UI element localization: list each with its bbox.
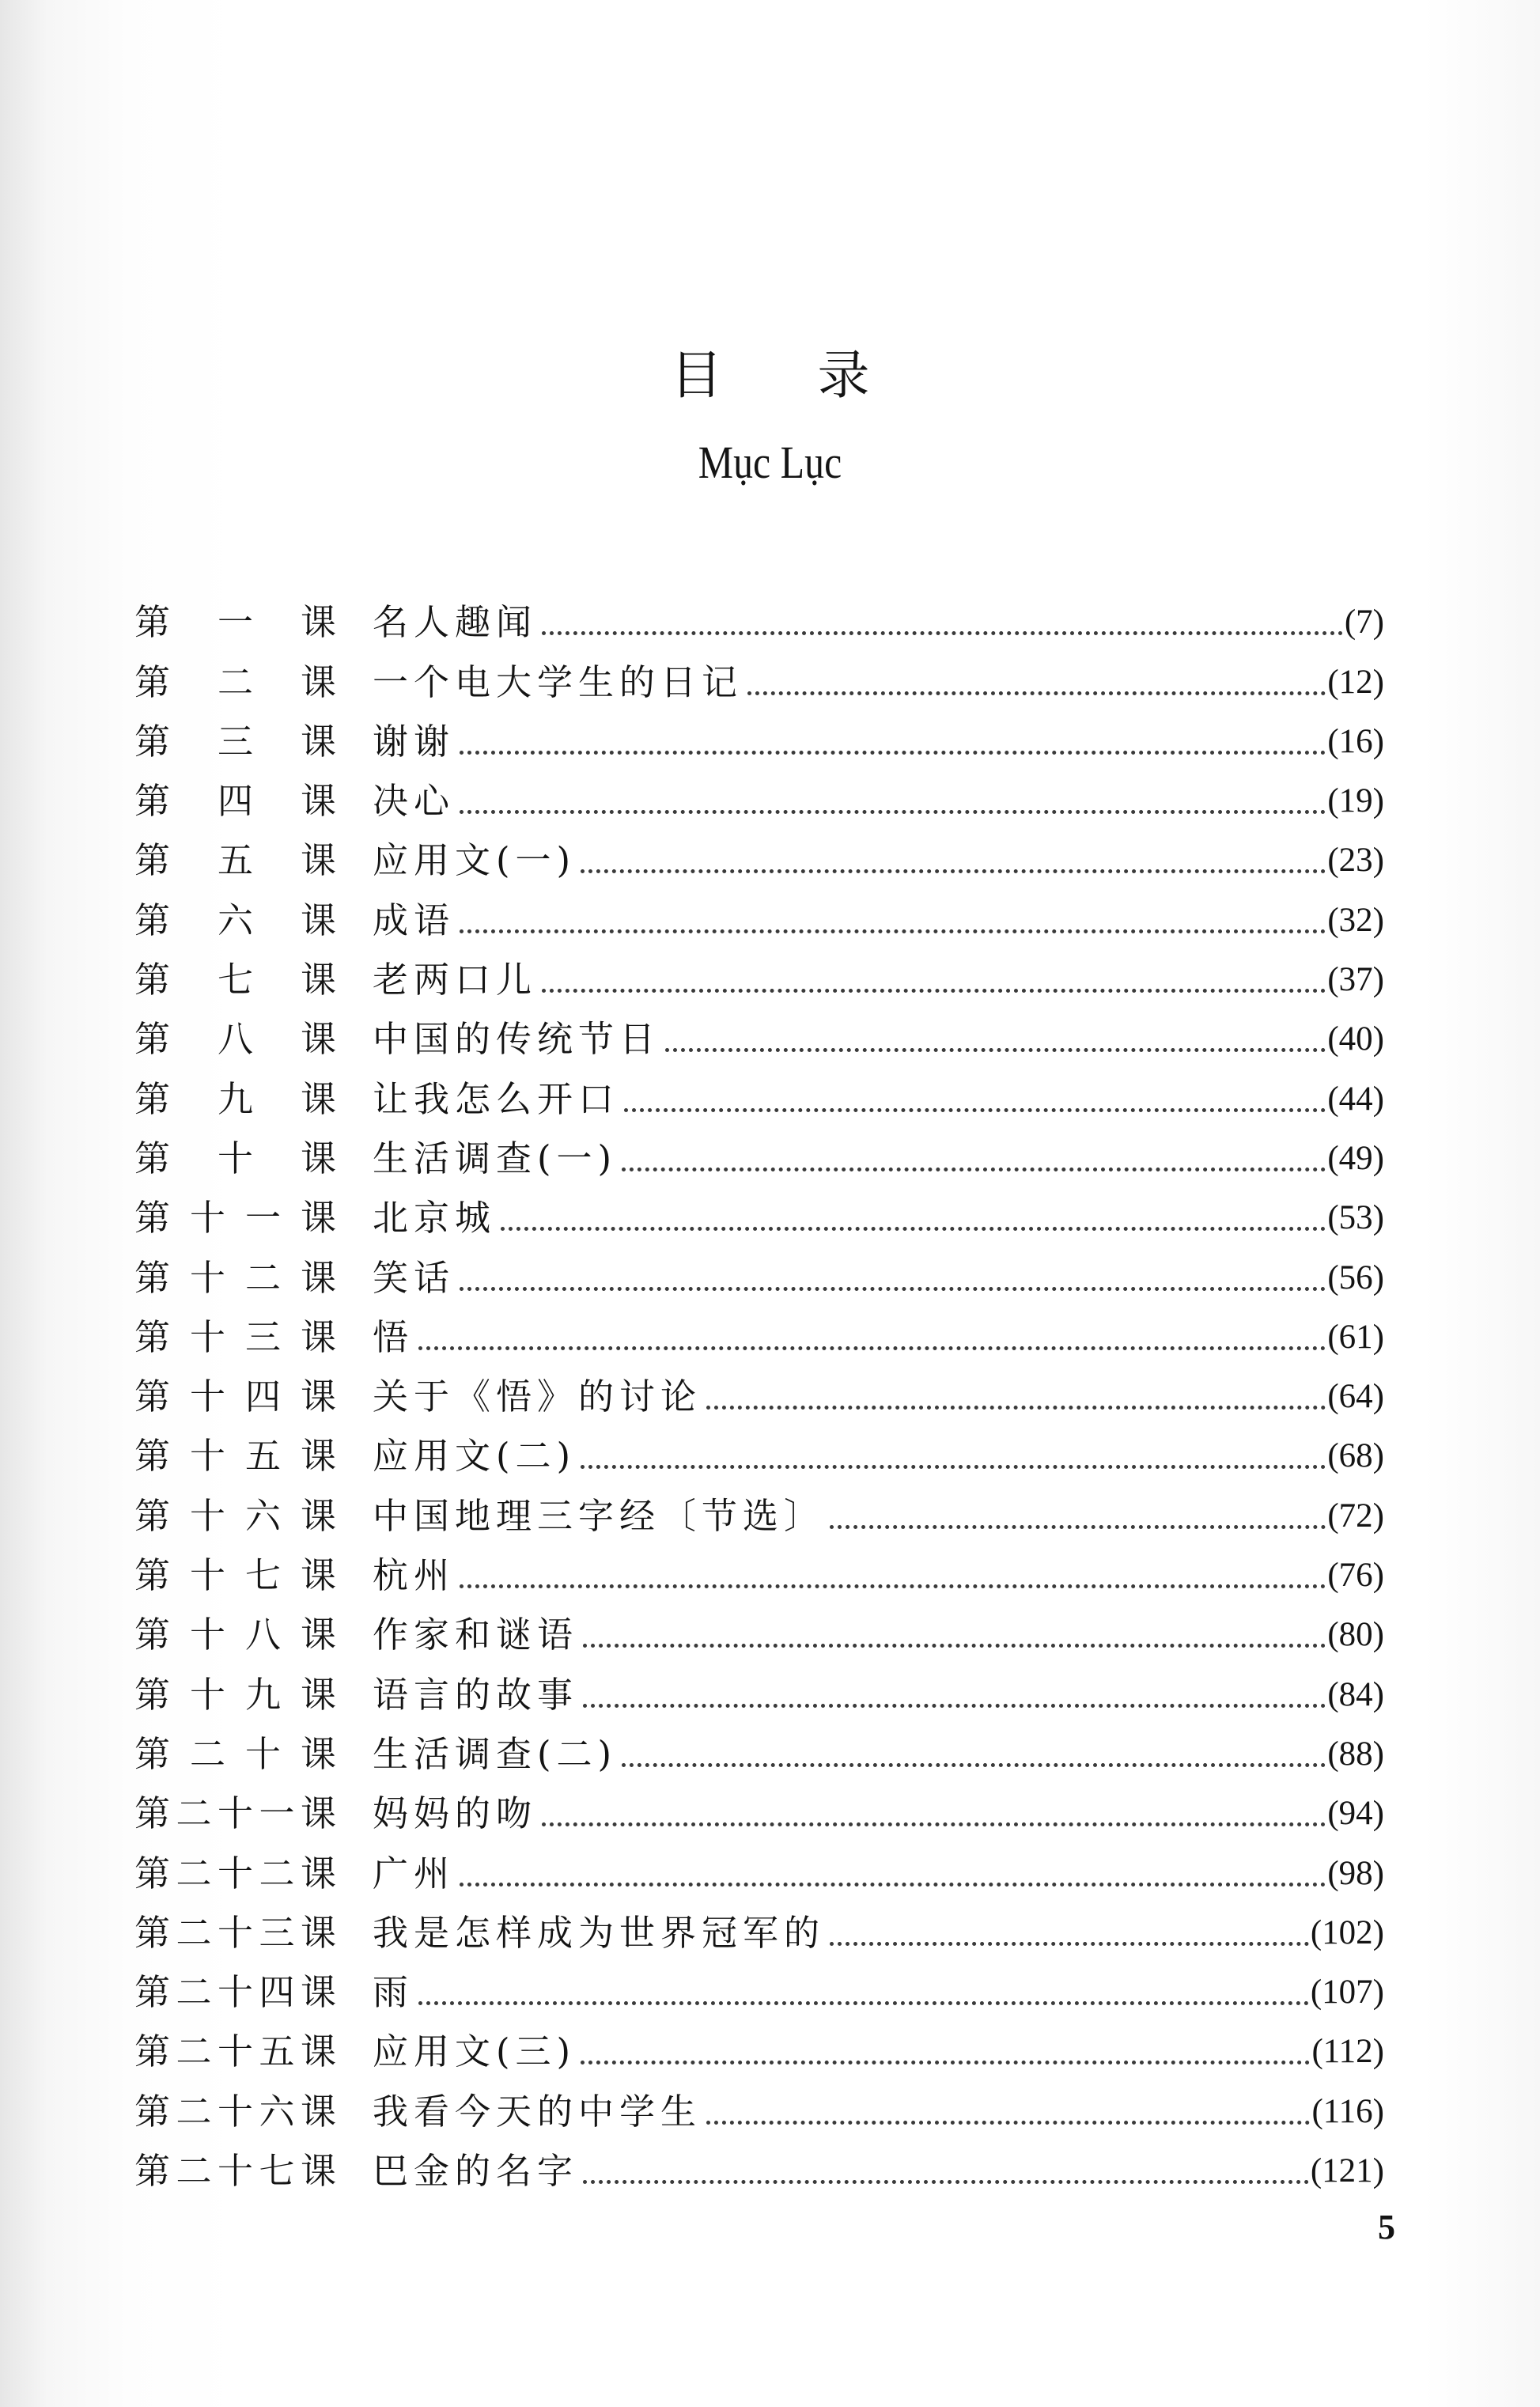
dot-leader xyxy=(581,1465,1326,1469)
dot-leader xyxy=(460,929,1326,933)
lesson-page-ref: (16) xyxy=(1327,722,1384,760)
dot-leader xyxy=(418,2001,1309,2005)
dot-leader xyxy=(706,1406,1326,1410)
lesson-number: 第 八 课 xyxy=(134,1018,336,1061)
lesson-title: 生活调查(二) xyxy=(373,1732,618,1775)
dot-leader xyxy=(747,691,1326,695)
lesson-number: 第 十 四 课 xyxy=(134,1376,336,1418)
lesson-title: 关于《悟》的讨论 xyxy=(373,1376,702,1418)
lesson-title: 中国的传统节日 xyxy=(373,1018,661,1061)
lesson-page-ref: (64) xyxy=(1327,1378,1384,1416)
dot-leader xyxy=(460,1287,1326,1291)
lesson-page-ref: (7) xyxy=(1344,604,1384,641)
toc-entry xyxy=(134,1360,1384,1419)
toc-title-chinese: 目录 xyxy=(670,345,965,406)
lesson-number: 第 二 十 四 课 xyxy=(134,1971,336,2014)
lesson-page-ref: (76) xyxy=(1327,1557,1384,1595)
dot-leader xyxy=(830,1942,1309,1946)
page-number: 5 xyxy=(1378,2208,1395,2246)
lesson-page-ref: (53) xyxy=(1327,1199,1384,1237)
lesson-title: 语言的故事 xyxy=(373,1673,579,1716)
lesson-number: 第 二 十 三 课 xyxy=(134,1911,336,1954)
lesson-title: 悟 xyxy=(373,1315,414,1358)
lesson-page-ref: (80) xyxy=(1327,1616,1384,1654)
lesson-title: 让我怎么开口 xyxy=(373,1077,620,1120)
lesson-title: 妈妈的吻 xyxy=(373,1792,538,1835)
lesson-page-ref: (72) xyxy=(1327,1497,1384,1535)
lesson-title: 决心 xyxy=(373,780,456,823)
lesson-title: 名人趣闻 xyxy=(373,601,538,644)
toc-entry xyxy=(134,1181,1384,1240)
dot-leader xyxy=(622,1168,1326,1171)
lesson-page-ref: (116) xyxy=(1311,2092,1384,2130)
lesson-page-ref: (98) xyxy=(1327,1854,1384,1892)
toc-entry xyxy=(134,883,1384,942)
lesson-title: 老两口儿 xyxy=(373,959,538,1001)
toc-entry xyxy=(134,1657,1384,1716)
lesson-number: 第 七 课 xyxy=(134,959,336,1001)
dot-leader xyxy=(581,869,1326,873)
dot-leader xyxy=(583,2180,1309,2184)
toc-entry xyxy=(134,943,1384,1002)
lesson-number: 第 十 三 课 xyxy=(134,1315,336,1358)
lesson-number: 第 二 课 xyxy=(134,660,336,703)
toc-entry xyxy=(134,1300,1384,1360)
lesson-title: 谢谢 xyxy=(373,720,456,763)
toc-entry xyxy=(134,1478,1384,1538)
lesson-number: 第 十 课 xyxy=(134,1137,336,1179)
toc-entry xyxy=(134,585,1384,645)
lesson-number: 第 二 十 五 课 xyxy=(134,2030,336,2073)
dot-leader xyxy=(706,2121,1310,2125)
lesson-title: 巴金的名字 xyxy=(373,2150,579,2193)
lesson-number: 第 二 十 一 课 xyxy=(134,1792,336,1835)
lesson-page-ref: (40) xyxy=(1327,1020,1384,1058)
dot-leader xyxy=(460,751,1326,755)
lesson-title: 我看今天的中学生 xyxy=(373,2090,702,2133)
lesson-page-ref: (107) xyxy=(1310,1974,1384,2012)
dot-leader xyxy=(583,1704,1326,1708)
lesson-page-ref: (44) xyxy=(1327,1080,1384,1118)
lesson-title: 北京城 xyxy=(373,1197,497,1239)
toc-entry xyxy=(134,1955,1384,2015)
dot-leader xyxy=(418,1346,1326,1350)
lesson-number: 第 二 十 六 课 xyxy=(134,2090,336,2133)
lesson-page-ref: (102) xyxy=(1310,1913,1384,1951)
dot-leader xyxy=(460,1584,1326,1588)
lesson-number: 第 二 十 课 xyxy=(134,1732,336,1775)
lesson-page-ref: (94) xyxy=(1327,1795,1384,1833)
toc-entry xyxy=(134,1062,1384,1121)
toc-entry xyxy=(134,1122,1384,1181)
toc-title-vietnamese: Mục Lục xyxy=(698,437,842,488)
lesson-page-ref: (84) xyxy=(1327,1675,1384,1713)
lesson-page-ref: (37) xyxy=(1327,961,1384,999)
lesson-page-ref: (61) xyxy=(1327,1318,1384,1356)
lesson-page-ref: (23) xyxy=(1327,842,1384,880)
toc-entry xyxy=(134,1777,1384,1836)
lesson-title: 我是怎样成为世界冠军的 xyxy=(373,1911,826,1954)
lesson-title: 应用文(一) xyxy=(373,839,577,882)
lesson-number: 第 四 课 xyxy=(134,780,336,823)
toc-entry xyxy=(134,1836,1384,1895)
lesson-page-ref: (112) xyxy=(1311,2033,1384,2071)
dot-leader xyxy=(583,1644,1326,1648)
toc-entry xyxy=(134,764,1384,823)
lesson-number: 第 十 二 课 xyxy=(134,1256,336,1299)
toc-entry xyxy=(134,1538,1384,1598)
lesson-number: 第 九 课 xyxy=(134,1077,336,1120)
lesson-page-ref: (68) xyxy=(1327,1437,1384,1475)
lesson-title: 中国地理三字经〔节选〕 xyxy=(373,1494,826,1537)
dot-leader xyxy=(542,631,1343,635)
toc-entry xyxy=(134,1598,1384,1657)
toc-entry xyxy=(134,823,1384,883)
table-of-contents xyxy=(134,585,1384,2193)
lesson-number: 第 十 八 课 xyxy=(134,1614,336,1656)
lesson-title: 笑话 xyxy=(373,1256,456,1299)
lesson-title: 应用文(二) xyxy=(373,1435,577,1478)
lesson-number: 第 二 十 七 课 xyxy=(134,2150,336,2193)
lesson-title: 生活调查(一) xyxy=(373,1137,618,1179)
lesson-page-ref: (56) xyxy=(1327,1258,1384,1296)
dot-leader xyxy=(542,989,1326,993)
dot-leader xyxy=(581,2061,1310,2064)
lesson-title: 作家和谜语 xyxy=(373,1614,579,1656)
toc-entry xyxy=(134,1717,1384,1777)
dot-leader xyxy=(542,1822,1326,1826)
lesson-number: 第 二 十 二 课 xyxy=(134,1852,336,1894)
toc-entry xyxy=(134,2074,1384,2133)
lesson-page-ref: (32) xyxy=(1327,901,1384,939)
lesson-title: 杭州 xyxy=(373,1554,456,1597)
toc-entry xyxy=(134,1240,1384,1300)
toc-entry xyxy=(134,2134,1384,2193)
lesson-page-ref: (49) xyxy=(1327,1139,1384,1177)
lesson-title: 应用文(三) xyxy=(373,2030,577,2073)
lesson-number: 第 十 九 课 xyxy=(134,1673,336,1716)
dot-leader xyxy=(830,1525,1326,1529)
lesson-page-ref: (19) xyxy=(1327,782,1384,820)
lesson-page-ref: (121) xyxy=(1310,2152,1384,2190)
lesson-title: 成语 xyxy=(373,899,456,941)
toc-entry xyxy=(134,1002,1384,1062)
lesson-page-ref: (12) xyxy=(1327,663,1384,701)
lesson-title: 雨 xyxy=(373,1971,414,2014)
toc-entry xyxy=(134,705,1384,764)
toc-entry xyxy=(134,1896,1384,1955)
dot-leader xyxy=(624,1108,1326,1112)
toc-entry xyxy=(134,645,1384,704)
dot-leader xyxy=(501,1227,1326,1231)
lesson-number: 第 六 课 xyxy=(134,899,336,941)
lesson-number: 第 十 六 课 xyxy=(134,1494,336,1537)
lesson-number: 第 十 一 课 xyxy=(134,1197,336,1239)
dot-leader xyxy=(460,1883,1326,1887)
lesson-number: 第 十 五 课 xyxy=(134,1435,336,1478)
lesson-number: 第 一 课 xyxy=(134,601,336,644)
lesson-number: 第 十 七 课 xyxy=(134,1554,336,1597)
toc-entry xyxy=(134,2015,1384,2074)
lesson-title: 一个电大学生的日记 xyxy=(373,660,744,703)
lesson-title: 广州 xyxy=(373,1852,456,1894)
lesson-number: 第 五 课 xyxy=(134,839,336,882)
dot-leader xyxy=(622,1763,1326,1767)
dot-leader xyxy=(665,1048,1326,1052)
lesson-number: 第 三 课 xyxy=(134,720,336,763)
dot-leader xyxy=(460,810,1326,814)
toc-entry xyxy=(134,1419,1384,1478)
lesson-page-ref: (88) xyxy=(1327,1735,1384,1773)
